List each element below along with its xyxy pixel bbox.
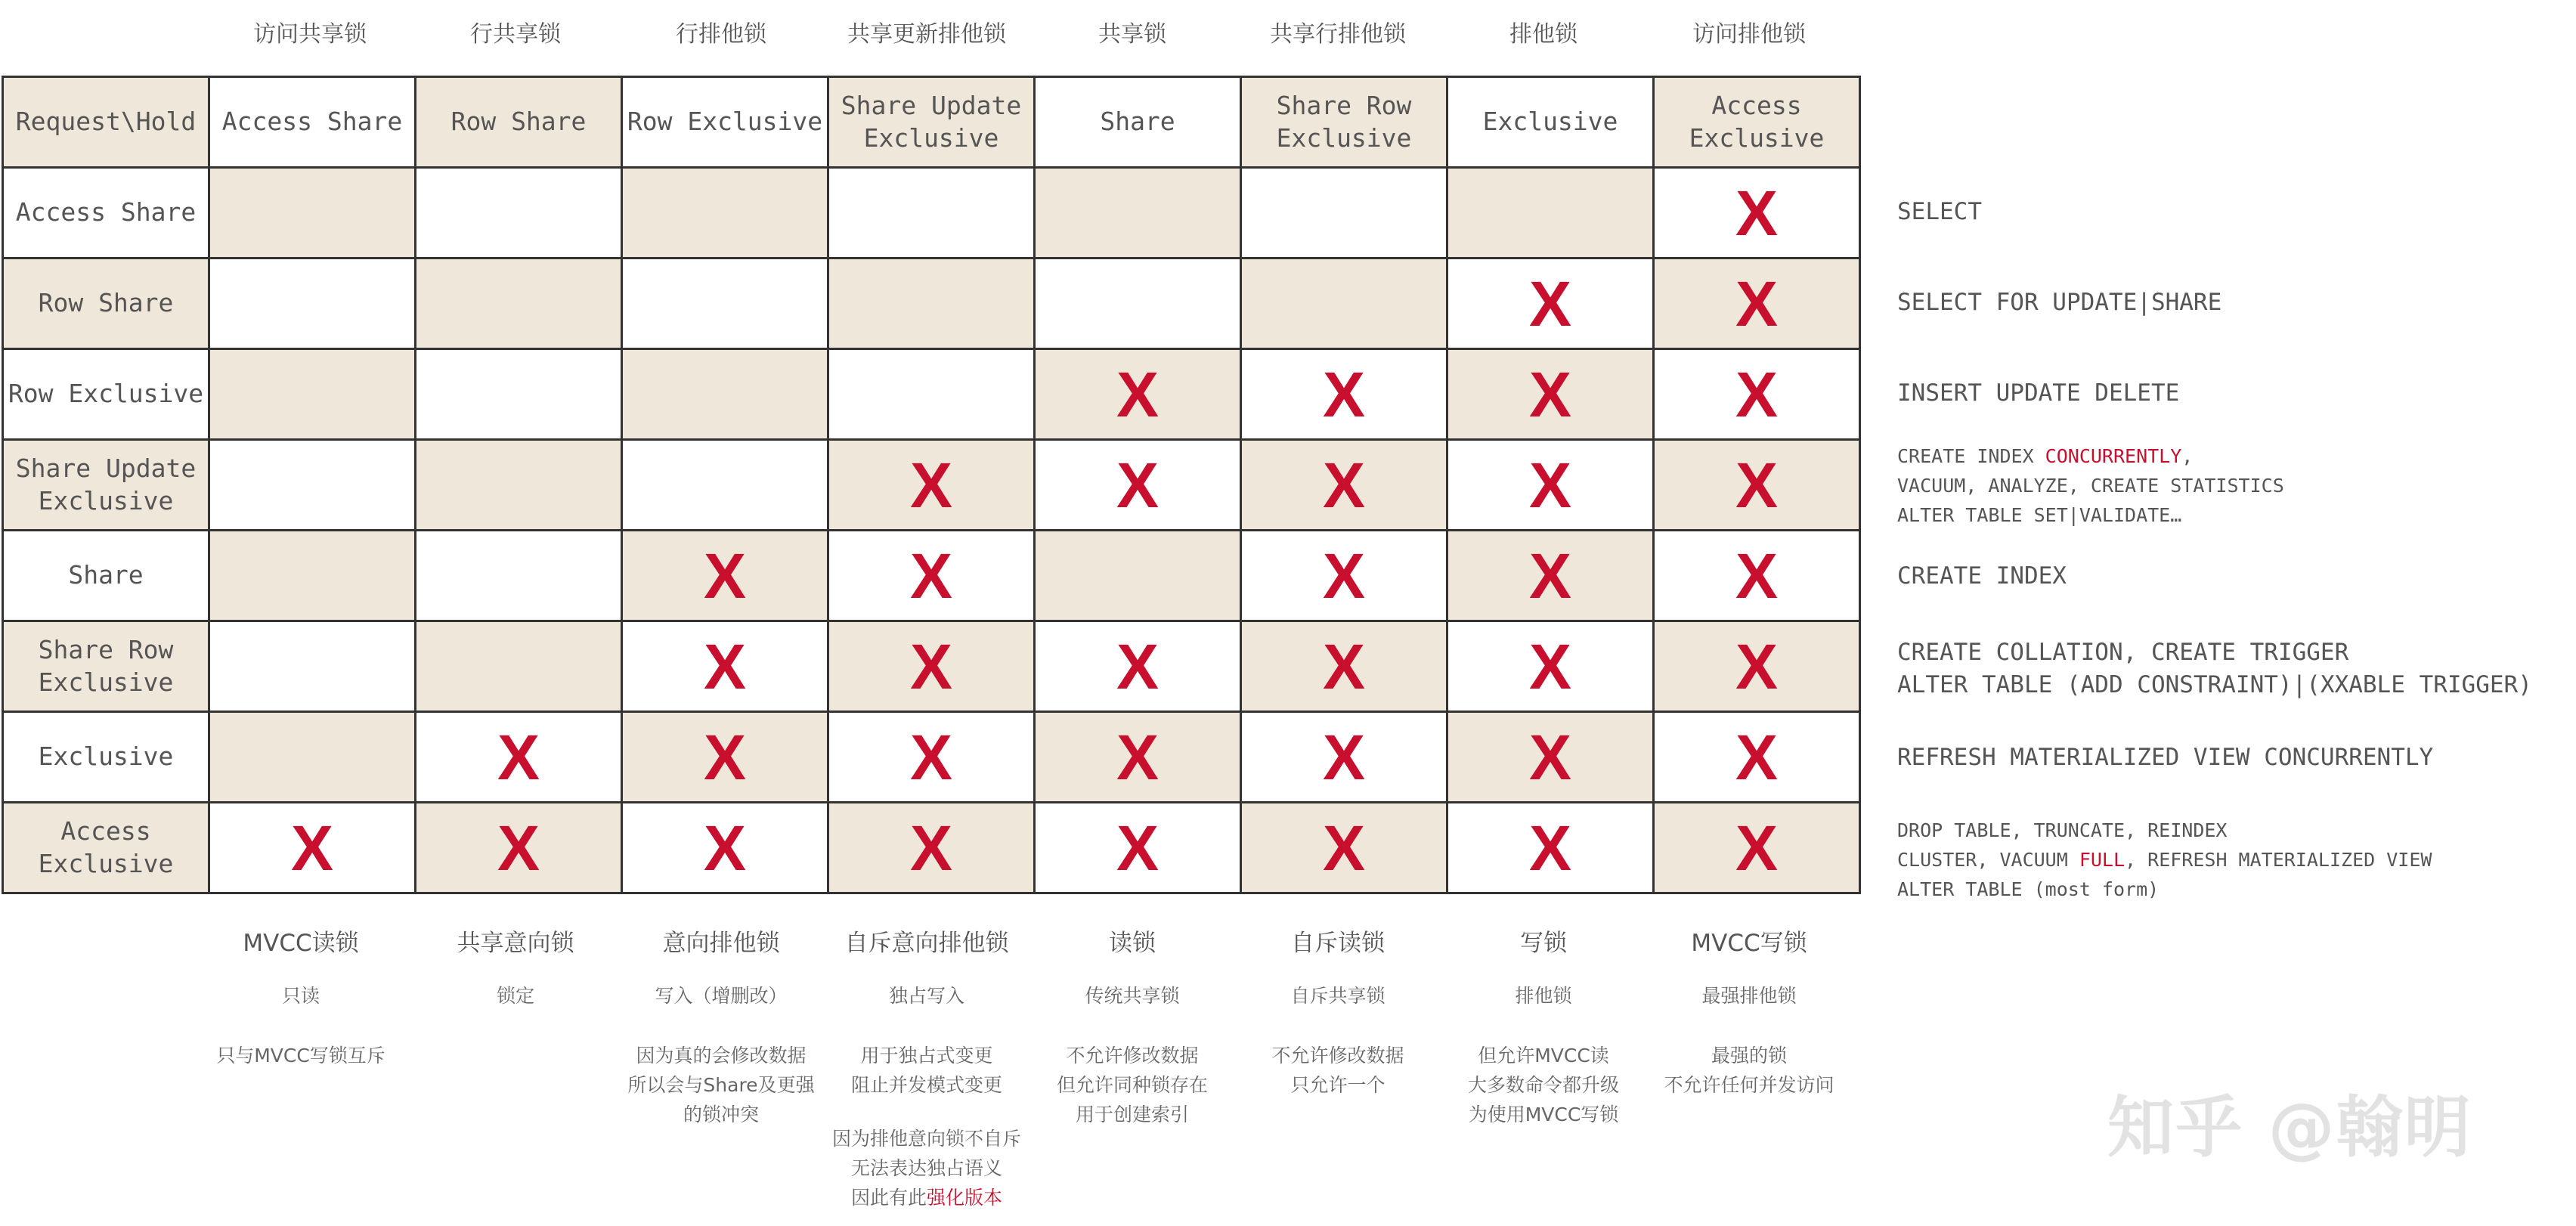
lock-alias: MVCC写锁 xyxy=(1691,930,1807,957)
col-header-cn: 共享行排他锁 xyxy=(1270,21,1406,48)
lock-desc: 锁定 xyxy=(496,985,534,1007)
conflict-x-mark: X xyxy=(1116,449,1160,521)
compatible-cell xyxy=(209,712,416,803)
conflict-cell xyxy=(416,803,622,893)
conflict-cell xyxy=(1447,531,1654,621)
conflict-x-mark: X xyxy=(1528,540,1572,611)
conflict-x-mark: X xyxy=(909,812,953,884)
conflict-x-mark: X xyxy=(1322,812,1366,884)
conflict-x-mark: X xyxy=(1116,721,1160,793)
lock-desc: 最强排他锁 xyxy=(1701,985,1797,1007)
conflict-x-mark: X xyxy=(1528,812,1572,884)
compatible-cell xyxy=(1035,168,1241,259)
compatible-cell xyxy=(209,621,416,712)
side-text: , REFRESH MATERIALIZED VIEW xyxy=(2125,848,2432,871)
lock-note xyxy=(1029,1042,1235,1129)
conflict-x-mark: X xyxy=(1322,721,1366,793)
conflict-cell xyxy=(1654,531,1860,621)
conflict-cell xyxy=(622,531,828,621)
conflict-x-mark: X xyxy=(1322,449,1366,521)
compatible-cell xyxy=(1241,259,1447,349)
conflict-cell xyxy=(1447,803,1654,893)
row-header: Share xyxy=(3,531,209,621)
compatible-cell xyxy=(828,168,1035,259)
column-header: Share xyxy=(1035,77,1241,168)
note-line: 但允许同种锁存在 xyxy=(1056,1073,1208,1096)
conflict-cell xyxy=(1241,803,1447,893)
conflict-x-mark: X xyxy=(1735,630,1779,702)
note-line: 不允许修改数据 xyxy=(1271,1045,1404,1067)
note-line: 所以会与Share及更强 xyxy=(627,1073,815,1096)
side-command-select-for-update: SELECT FOR UPDATE|SHARE xyxy=(1897,289,2222,316)
col-header-cn: 行排他锁 xyxy=(676,21,766,48)
compatible-cell xyxy=(828,259,1035,349)
conflict-cell xyxy=(622,712,828,803)
note-line: 不允许修改数据 xyxy=(1066,1045,1199,1067)
side-text: CLUSTER, VACUUM xyxy=(1897,848,2079,871)
conflict-cell xyxy=(1035,712,1241,803)
conflict-cell xyxy=(1035,440,1241,531)
conflict-cell xyxy=(416,712,622,803)
compatible-cell xyxy=(622,440,828,531)
side-command-select: SELECT xyxy=(1897,198,1982,225)
lock-desc: 排他锁 xyxy=(1515,985,1572,1007)
matrix-row xyxy=(3,621,1860,712)
row-header: Access Exclusive xyxy=(3,803,209,893)
note-line: 因为排他意向锁不自斥 xyxy=(831,1128,1021,1150)
row-header: Exclusive xyxy=(3,712,209,803)
lock-note xyxy=(1646,1042,1852,1101)
compatible-cell xyxy=(209,168,416,259)
side-text: VACUUM, ANALYZE, CREATE STATISTICS xyxy=(1897,474,2284,497)
matrix-row xyxy=(3,712,1860,803)
compatible-cell xyxy=(416,440,622,531)
conflict-cell xyxy=(1241,349,1447,440)
matrix-row xyxy=(3,803,1860,893)
conflict-cell xyxy=(828,440,1035,531)
compatible-cell xyxy=(828,349,1035,440)
conflict-x-mark: X xyxy=(1116,358,1160,430)
side-command-exclusive: REFRESH MATERIALIZED VIEW CONCURRENTLY xyxy=(1897,744,2434,771)
compatible-cell xyxy=(1035,259,1241,349)
conflict-x-mark: X xyxy=(1735,540,1779,611)
lock-note xyxy=(824,1042,1029,1101)
conflict-x-mark: X xyxy=(1735,449,1779,521)
col-header-cn: 共享锁 xyxy=(1098,21,1166,48)
conflict-cell xyxy=(828,803,1035,893)
conflict-x-mark: X xyxy=(703,721,747,793)
compatible-cell xyxy=(416,531,622,621)
conflict-x-mark: X xyxy=(497,812,540,884)
note-line: 为使用MVCC写锁 xyxy=(1468,1103,1619,1125)
highlight-concurrently: CONCURRENTLY xyxy=(2045,445,2182,467)
side-text: DROP TABLE, TRUNCATE, REINDEX xyxy=(1897,819,2228,841)
lock-alias: MVCC读锁 xyxy=(243,930,359,957)
compatible-cell xyxy=(1447,168,1654,259)
col-header-cn: 访问排他锁 xyxy=(1692,21,1806,48)
lock-alias: 读锁 xyxy=(1109,930,1156,957)
compatible-cell xyxy=(1035,531,1241,621)
highlight-full: FULL xyxy=(2079,848,2126,871)
conflict-cell xyxy=(1241,621,1447,712)
compatible-cell xyxy=(416,621,622,712)
conflict-x-mark: X xyxy=(1735,177,1779,249)
conflict-x-mark: X xyxy=(909,540,953,611)
column-header: Share Update Exclusive xyxy=(828,77,1035,168)
column-header: Exclusive xyxy=(1447,77,1654,168)
conflict-cell xyxy=(209,803,416,893)
lock-note xyxy=(618,1042,824,1129)
conflict-x-mark: X xyxy=(909,721,953,793)
lock-desc: 传统共享锁 xyxy=(1085,985,1180,1007)
conflict-x-mark: X xyxy=(909,449,953,521)
conflict-cell xyxy=(1654,803,1860,893)
side-command-dml: INSERT UPDATE DELETE xyxy=(1897,379,2180,407)
conflict-cell xyxy=(1654,712,1860,803)
side-text: ALTER TABLE (ADD CONSTRAINT)|(XXABLE TRIGGER) xyxy=(1897,671,2532,699)
compatible-cell xyxy=(209,349,416,440)
conflict-cell xyxy=(1654,621,1860,712)
conflict-x-mark: X xyxy=(1528,268,1572,339)
conflict-x-mark: X xyxy=(1735,721,1779,793)
matrix-row xyxy=(3,440,1860,531)
row-header: Row Share xyxy=(3,259,209,349)
matrix-row xyxy=(3,531,1860,621)
col-header-cn: 行共享锁 xyxy=(470,21,561,48)
conflict-cell xyxy=(828,621,1035,712)
conflict-x-mark: X xyxy=(1735,268,1779,339)
compatible-cell xyxy=(416,168,622,259)
note-line: 最强的锁 xyxy=(1711,1045,1787,1067)
conflict-x-mark: X xyxy=(703,812,747,884)
side-command-create-index: CREATE INDEX xyxy=(1897,562,2067,590)
lock-desc: 自斥共享锁 xyxy=(1290,985,1386,1007)
note-line: 只允许一个 xyxy=(1290,1073,1386,1096)
note-line: 因此有此 xyxy=(850,1186,927,1209)
lock-alias: 共享意向锁 xyxy=(457,930,574,957)
note-line: 不允许任何并发访问 xyxy=(1664,1073,1834,1096)
lock-alias: 写锁 xyxy=(1520,930,1567,957)
note-line: 用于创建索引 xyxy=(1075,1103,1189,1125)
conflict-x-mark: X xyxy=(1528,449,1572,521)
conflict-cell xyxy=(1241,440,1447,531)
compatible-cell xyxy=(1241,168,1447,259)
conflict-cell xyxy=(1654,349,1860,440)
column-header: Share Row Exclusive xyxy=(1241,77,1447,168)
conflict-x-mark: X xyxy=(290,812,334,884)
conflict-cell xyxy=(1447,349,1654,440)
compatible-cell xyxy=(622,259,828,349)
conflict-cell xyxy=(1447,621,1654,712)
conflict-cell xyxy=(828,531,1035,621)
column-header: Row Exclusive xyxy=(622,77,828,168)
conflict-cell xyxy=(1035,349,1241,440)
compatible-cell xyxy=(416,259,622,349)
lock-alias: 自斥意向排他锁 xyxy=(844,930,1009,957)
conflict-x-mark: X xyxy=(1528,721,1572,793)
matrix-row xyxy=(3,168,1860,259)
conflict-cell xyxy=(1447,440,1654,531)
note-line: 因为真的会修改数据 xyxy=(636,1045,807,1067)
compatible-cell xyxy=(416,349,622,440)
side-text: ALTER TABLE SET|VALIDATE… xyxy=(1897,503,2182,526)
matrix-row xyxy=(3,259,1860,349)
matrix-corner: Request\Hold xyxy=(3,77,209,168)
row-header: Share Update Exclusive xyxy=(3,440,209,531)
conflict-x-mark: X xyxy=(1322,630,1366,702)
conflict-cell xyxy=(622,803,828,893)
highlight-enhanced: 强化版本 xyxy=(927,1186,1003,1209)
side-text: CREATE INDEX xyxy=(1897,445,2045,467)
row-header: Share Row Exclusive xyxy=(3,621,209,712)
conflict-x-mark: X xyxy=(1322,358,1366,430)
conflict-cell xyxy=(1035,803,1241,893)
lock-desc: 写入（增删改） xyxy=(655,985,788,1007)
lock-note xyxy=(198,1042,404,1071)
lock-note xyxy=(1441,1042,1646,1129)
conflict-x-mark: X xyxy=(703,540,747,611)
side-command-share-row-exclusive xyxy=(1897,636,2532,702)
lock-note-extra xyxy=(824,1125,1029,1212)
conflict-x-mark: X xyxy=(1116,812,1160,884)
conflict-cell xyxy=(1447,712,1654,803)
conflict-cell xyxy=(1447,259,1654,349)
note-line: 阻止并发模式变更 xyxy=(850,1073,1002,1096)
conflict-cell xyxy=(1654,440,1860,531)
conflict-cell xyxy=(1654,259,1860,349)
watermark: 知乎 @翰明 xyxy=(2107,1088,2472,1166)
lock-desc: 独占写入 xyxy=(888,985,964,1007)
note-line: 大多数命令都升级 xyxy=(1467,1073,1619,1096)
conflict-cell xyxy=(622,621,828,712)
row-header: Row Exclusive xyxy=(3,349,209,440)
lock-alias: 意向排他锁 xyxy=(662,930,780,957)
side-command-access-exclusive xyxy=(1897,816,2432,904)
column-header: Access Exclusive xyxy=(1654,77,1860,168)
side-text: ALTER TABLE (most form) xyxy=(1897,878,2160,900)
conflict-x-mark: X xyxy=(703,630,747,702)
conflict-cell xyxy=(1654,168,1860,259)
lock-desc: 只读 xyxy=(281,985,320,1007)
lock-note xyxy=(1235,1042,1441,1101)
side-text: , xyxy=(2181,445,2194,467)
conflict-cell xyxy=(1035,621,1241,712)
conflict-x-mark: X xyxy=(1528,630,1572,702)
column-header: Row Share xyxy=(416,77,622,168)
matrix-row xyxy=(3,349,1860,440)
compatible-cell xyxy=(209,259,416,349)
col-header-cn: 排他锁 xyxy=(1509,21,1577,48)
column-header: Access Share xyxy=(209,77,416,168)
conflict-x-mark: X xyxy=(497,721,540,793)
conflict-x-mark: X xyxy=(909,630,953,702)
conflict-x-mark: X xyxy=(1528,358,1572,430)
compatible-cell xyxy=(209,440,416,531)
conflict-cell xyxy=(1241,531,1447,621)
compatible-cell xyxy=(622,349,828,440)
note-line: 的锁冲突 xyxy=(683,1103,759,1125)
note-line: 用于独占式变更 xyxy=(860,1045,993,1067)
side-text: CREATE COLLATION, CREATE TRIGGER xyxy=(1897,639,2349,666)
lock-conflict-matrix xyxy=(2,76,1861,894)
conflict-x-mark: X xyxy=(1735,812,1779,884)
compatible-cell xyxy=(622,168,828,259)
conflict-x-mark: X xyxy=(1116,630,1160,702)
conflict-cell xyxy=(1241,712,1447,803)
note-line: 无法表达独占语义 xyxy=(850,1156,1002,1179)
conflict-x-mark: X xyxy=(1735,358,1779,430)
note-line: 只与MVCC写锁互斥 xyxy=(216,1045,385,1067)
conflict-x-mark: X xyxy=(1322,540,1366,611)
side-command-share-update-exclusive xyxy=(1897,442,2284,530)
col-header-cn: 访问共享锁 xyxy=(253,21,367,48)
compatible-cell xyxy=(209,531,416,621)
conflict-cell xyxy=(828,712,1035,803)
col-header-cn: 共享更新排他锁 xyxy=(847,21,1006,48)
note-line: 但允许MVCC读 xyxy=(1478,1045,1609,1067)
row-header: Access Share xyxy=(3,168,209,259)
lock-alias: 自斥读锁 xyxy=(1291,930,1385,957)
